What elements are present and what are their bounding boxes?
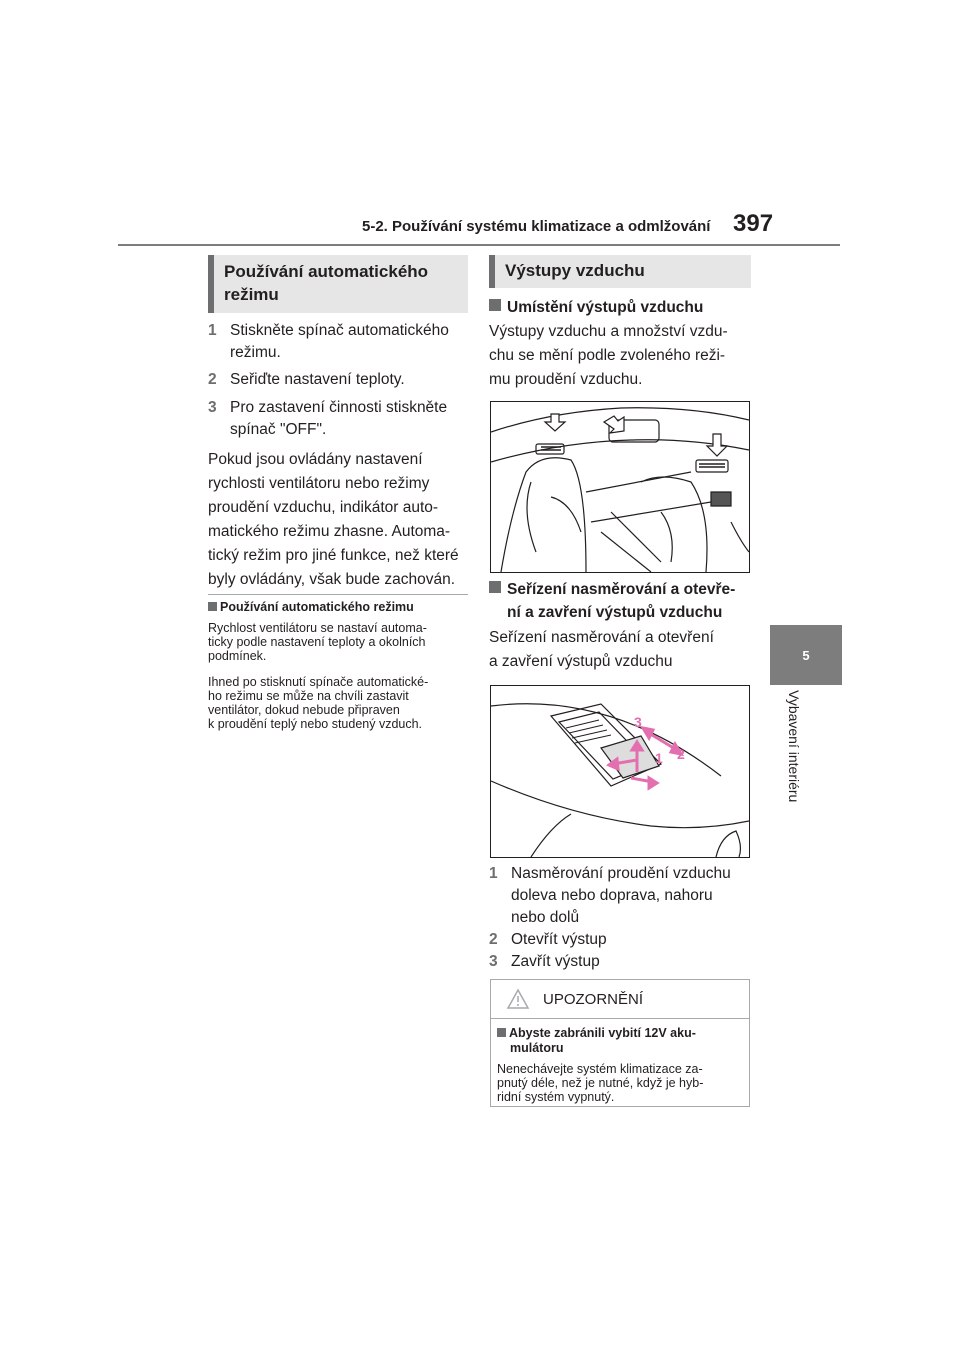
step-text: Seřiďte nastavení teploty. [230,371,405,388]
diagram-label-3: 3 [634,714,642,730]
step-text: Otevřít výstup [511,931,607,948]
step-number: 1 [489,865,498,882]
text-line: doleva nebo doprava, nahoru [511,887,713,904]
warning-triangle-icon [506,988,530,1010]
note-divider [208,594,468,595]
text-line: nebo dolů [511,909,580,926]
caution-text [497,1062,742,1104]
text-line: byly ovládány, však bude zachován. [208,571,456,588]
outlet-step-1 [489,863,751,929]
text-line: Výstupy vzduchu a množství vzdu- [489,323,728,340]
outlet-location-paragraph [489,320,751,392]
note-title [208,600,468,614]
subheading-text: Seřízení nasměrování a otevře- [507,581,736,598]
step-number: 1 [208,322,217,339]
caution-header [491,980,749,1019]
text-line: chu se mění podle zvoleného reži- [489,347,726,364]
text-line: pnutý déle, než je nutné, když je hyb- [497,1076,704,1090]
text-line: Nasměrování proudění vzduchu [511,865,731,882]
note-title-text: Používání automatického režimu [220,600,414,614]
vent-drawing [491,686,749,857]
text-line: Ihned po stisknutí spínače automatické- [208,675,429,689]
heading-line: režimu [224,285,279,304]
header-rule [118,244,840,246]
text-line: ho režimu se může na chvíli zastavit [208,689,409,703]
text-line: Nenechávejte systém klimatizace za- [497,1062,703,1076]
note-paragraph-2 [208,675,468,731]
car-interior-drawing [491,402,749,572]
section-title: 5-2. Používání systému klimatizace a odmlžování [362,218,711,235]
caution-body [491,1019,749,1104]
text-line: matického režimu zhasne. Automa- [208,523,451,540]
step-text [511,863,743,929]
text-line: rychlosti ventilátoru nebo režimy [208,475,430,492]
subheading-text: Umístění výstupů vzduchu [507,299,704,316]
vent-illustration [490,685,750,858]
step-number: 3 [208,399,217,416]
step-1 [208,320,468,364]
step-text: Zavřít výstup [511,953,600,970]
outlet-adjustment-paragraph [489,626,751,674]
text-line: tický režim pro jiné funkce, než které [208,547,459,564]
text-line: proudění vzduchu, indikátor auto- [208,499,439,516]
text-line: mulátoru [510,1041,564,1055]
outlet-step-2 [489,929,751,951]
text-line: mu proudění vzduchu. [489,371,643,388]
interior-illustration [490,401,750,573]
subheading-outlet-adjustment [489,578,751,624]
subheading-text: ní a zavření výstupů vzduchu [507,604,723,621]
text-line: a zavření výstupů vzduchu [489,653,673,670]
heading-line: Používání automatického [224,262,429,281]
chapter-tab: 5 [770,625,842,685]
heading-auto-mode [208,255,468,313]
text-line: Abyste zabránili vybití 12V aku- [509,1026,696,1040]
text-line: podmínek. [208,649,267,663]
text-line: Pokud jsou ovládány nastavení [208,451,423,468]
square-bullet-icon [489,581,501,593]
chapter-label: Vybavení interiéru [786,690,802,803]
arrow-icon [604,416,624,433]
page-number: 397 [733,210,774,237]
caution-title: UPOZORNĚNÍ [543,990,644,1008]
step-number: 2 [208,371,217,388]
step-text: Pro zastavení činnosti stiskněte spínač "OFF". [230,399,448,438]
text-line: ticky podle nastavení teploty a okolních [208,635,426,649]
subheading-outlet-location [489,296,751,319]
heading-air-outlets: Výstupy vzduchu [489,255,751,288]
outlet-step-3 [489,951,751,973]
text-line: Rychlost ventilátoru se nastaví automa- [208,621,427,635]
diagram-label-2: 2 [677,746,685,762]
auto-mode-paragraph [208,448,468,592]
step-number: 2 [489,931,498,948]
caution-heading [497,1026,742,1056]
square-bullet-icon [489,299,501,311]
square-bullet-icon [497,1028,506,1037]
caution-box [490,979,750,1107]
step-3 [208,397,468,441]
square-bullet-icon [208,602,217,611]
step-text: Stiskněte spínač automatického režimu. [230,322,449,361]
step-2 [208,369,468,391]
note-paragraph-1 [208,621,468,663]
step-number: 3 [489,953,498,970]
text-line: Seřízení nasměrování a otevření [489,629,714,646]
text-line: ventilátor, dokud nebude připraven [208,703,400,717]
text-line: k proudění teplý nebo studený vzduch. [208,717,423,731]
diagram-label-1: 1 [655,750,663,766]
text-line: ridní systém vypnutý. [497,1090,615,1104]
